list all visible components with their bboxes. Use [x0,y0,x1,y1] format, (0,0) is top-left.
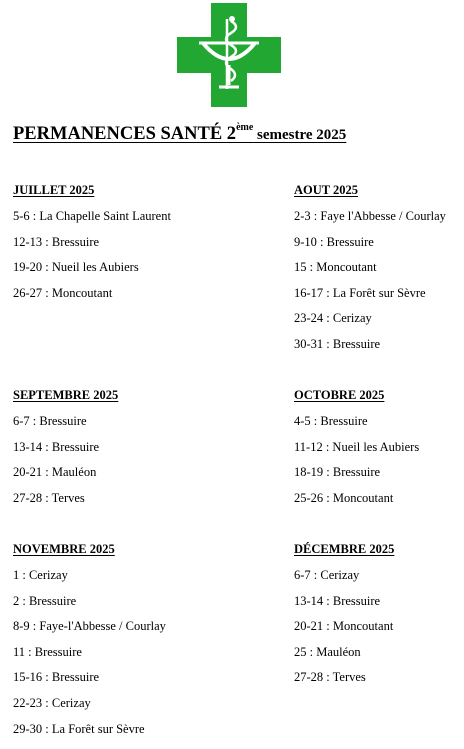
schedule-entry: 8-9 : Faye-l'Abbesse / Courlay [13,619,166,634]
schedule-entry: 25-26 : Moncoutant [294,490,394,505]
month-heading: OCTOBRE 2025 [294,388,385,402]
month-heading: JUILLET 2025 [13,183,95,197]
page-title [13,124,346,145]
schedule-entry: 27-28 : Terves [13,490,85,505]
schedule-entry: 27-28 : Terves [294,670,366,685]
schedule-entry: 13-14 : Bressuire [13,439,100,454]
schedule-entry: 12-13 : Bressuire [13,234,100,249]
schedule-entry: 4-5 : Bressuire [294,414,368,428]
schedule-entry: 6-7 : Bressuire [13,414,87,428]
month-heading: AOUT 2025 [294,183,359,197]
schedule-entry: 1 : Cerizay [13,568,68,582]
schedule-entry: 13-14 : Bressuire [294,593,381,608]
schedule-entry: 9-10 : Bressuire [294,234,374,249]
month-heading: DÉCEMBRE 2025 [294,542,395,556]
schedule-entry: 22-23 : Cerizay [13,695,91,710]
schedule-entry: 16-17 : La Forêt sur Sèvre [294,285,426,300]
pharmacy-cross-icon [177,3,281,107]
month-block-novembre [13,542,213,747]
schedule-entry: 6-7 : Cerizay [294,568,360,582]
title-rest: semestre 2025 [253,127,347,143]
schedule-entry: 29-30 : La Forêt sur Sèvre [13,721,145,736]
schedule-entry: 23-24 : Cerizay [294,311,372,326]
month-heading: SEPTEMBRE 2025 [13,388,119,402]
schedule-entry: 5-6 : La Chapelle Saint Laurent [13,209,171,223]
month-block-juillet [13,183,213,311]
month-block-aout [294,183,464,363]
schedule-entry: 20-21 : Moncoutant [294,619,394,634]
month-block-septembre [13,388,213,516]
title-superscript: ème [236,122,254,133]
schedule-entry: 20-21 : Mauléon [13,465,97,480]
schedule-entry: 18-19 : Bressuire [294,465,381,480]
schedule-entry: 11-12 : Nueil les Aubiers [294,439,420,454]
schedule-entry: 15-16 : Bressuire [13,670,100,685]
title-main: PERMANENCES SANTÉ 2 [13,124,237,144]
schedule-entry: 11 : Bressuire [13,644,82,659]
schedule-entry: 19-20 : Nueil les Aubiers [13,260,139,275]
schedule-entry: 15 : Moncoutant [294,260,377,275]
month-block-octobre [294,388,464,516]
month-block-decembre [294,542,464,696]
schedule-entry: 26-27 : Moncoutant [13,285,113,300]
schedule-entry: 25 : Mauléon [294,644,361,659]
schedule-entry: 30-31 : Bressuire [294,336,381,351]
schedule-entry: 2-3 : Faye l'Abbesse / Courlay [294,209,446,223]
schedule-entry: 2 : Bressuire [13,593,77,608]
month-heading: NOVEMBRE 2025 [13,542,115,556]
